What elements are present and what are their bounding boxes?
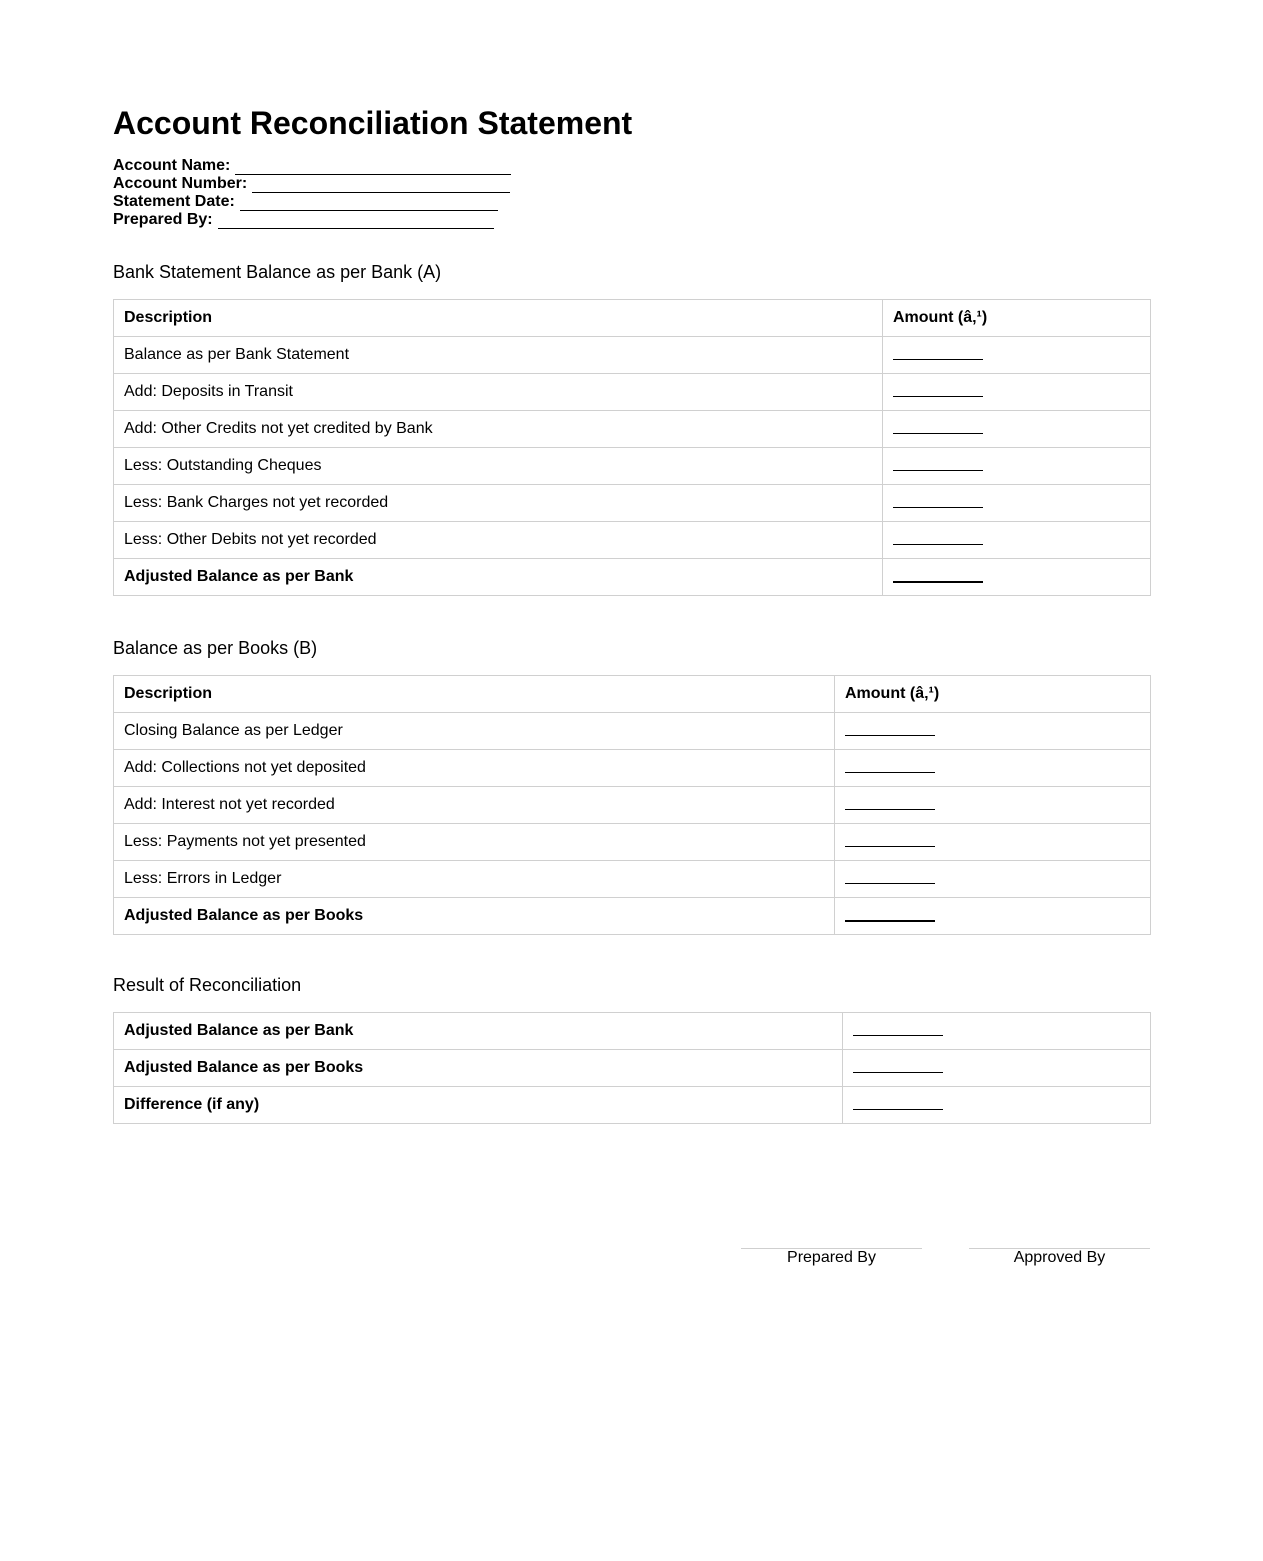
amount-blank[interactable] <box>893 571 983 583</box>
statement-date-field[interactable] <box>240 195 498 211</box>
books-section-title: Balance as per Books (B) <box>113 638 318 658</box>
row-label: Balance as per Bank Statement <box>114 337 883 374</box>
row-label: Less: Errors in Ledger <box>114 861 835 898</box>
amount-blank[interactable] <box>845 725 935 736</box>
amount-cell <box>843 1087 1151 1124</box>
amount-blank[interactable] <box>893 534 983 545</box>
table-row <box>114 1013 1151 1050</box>
bank-section-title: Bank Statement Balance as per Bank (A) <box>113 262 442 282</box>
table-row <box>114 485 1151 522</box>
amount-cell <box>883 374 1151 411</box>
prepared-by-row <box>113 211 511 229</box>
statement-date-row <box>113 193 511 211</box>
amount-cell <box>835 861 1151 898</box>
table-header-row <box>114 676 1151 713</box>
prepared-by-field[interactable] <box>218 213 494 229</box>
amount-blank[interactable] <box>845 762 935 773</box>
row-label: Less: Payments not yet presented <box>114 824 835 861</box>
amount-blank[interactable] <box>845 799 935 810</box>
amount-cell <box>883 485 1151 522</box>
table-row <box>114 750 1151 787</box>
row-label: Less: Other Debits not yet recorded <box>114 522 883 559</box>
account-name-field[interactable] <box>235 159 511 175</box>
row-label: Adjusted Balance as per Books <box>114 898 835 935</box>
row-label: Add: Other Credits not yet credited by Bank <box>114 411 883 448</box>
row-label: Less: Bank Charges not yet recorded <box>114 485 883 522</box>
table-header-row <box>114 300 1151 337</box>
amount-blank[interactable] <box>893 423 983 434</box>
amount-cell <box>835 750 1151 787</box>
account-details <box>113 157 511 229</box>
table-row <box>114 337 1151 374</box>
account-number-label: Account Number: <box>113 175 248 192</box>
amount-cell <box>843 1050 1151 1087</box>
amount-blank[interactable] <box>893 460 983 471</box>
account-name-label: Account Name: <box>113 157 231 174</box>
row-label: Adjusted Balance as per Bank <box>114 1013 843 1050</box>
row-label: Add: Collections not yet deposited <box>114 750 835 787</box>
result-section-title: Result of Reconciliation <box>113 975 302 995</box>
row-label: Closing Balance as per Ledger <box>114 713 835 750</box>
books-balance-table <box>113 675 1151 935</box>
amount-cell <box>883 522 1151 559</box>
amount-cell <box>835 824 1151 861</box>
amount-blank[interactable] <box>853 1062 943 1073</box>
row-label: Adjusted Balance as per Bank <box>114 559 883 596</box>
table-row <box>114 522 1151 559</box>
amount-cell <box>835 898 1151 935</box>
table-row <box>114 787 1151 824</box>
table-row <box>114 1087 1151 1124</box>
table-row <box>114 411 1151 448</box>
table-row <box>114 1050 1151 1087</box>
bank-balance-table <box>113 299 1151 596</box>
prepared-by-signature: Prepared By <box>741 1248 922 1267</box>
table-row-total <box>114 559 1151 596</box>
row-label: Add: Interest not yet recorded <box>114 787 835 824</box>
amount-blank[interactable] <box>845 873 935 884</box>
amount-blank[interactable] <box>893 349 983 360</box>
amount-blank[interactable] <box>845 910 935 922</box>
description-header: Description <box>114 300 883 337</box>
row-label: Adjusted Balance as per Books <box>114 1050 843 1087</box>
page-title: Account Reconciliation Statement <box>113 105 633 141</box>
description-header: Description <box>114 676 835 713</box>
table-row <box>114 824 1151 861</box>
table-row <box>114 713 1151 750</box>
amount-cell <box>843 1013 1151 1050</box>
account-name-row <box>113 157 511 175</box>
amount-cell <box>835 787 1151 824</box>
statement-date-label: Statement Date: <box>113 193 235 210</box>
amount-blank[interactable] <box>845 836 935 847</box>
prepared-by-label: Prepared By: <box>113 211 213 228</box>
table-row <box>114 374 1151 411</box>
amount-cell <box>835 713 1151 750</box>
row-label: Add: Deposits in Transit <box>114 374 883 411</box>
amount-cell <box>883 448 1151 485</box>
amount-header: Amount (â‚¹) <box>835 676 1151 713</box>
table-row <box>114 861 1151 898</box>
amount-cell <box>883 411 1151 448</box>
amount-blank[interactable] <box>893 497 983 508</box>
amount-header: Amount (â‚¹) <box>883 300 1151 337</box>
row-label: Less: Outstanding Cheques <box>114 448 883 485</box>
amount-blank[interactable] <box>893 386 983 397</box>
table-row <box>114 448 1151 485</box>
account-number-row <box>113 175 511 193</box>
approved-by-signature: Approved By <box>969 1248 1150 1267</box>
result-table <box>113 1012 1151 1124</box>
amount-blank[interactable] <box>853 1099 943 1110</box>
amount-cell <box>883 559 1151 596</box>
account-number-field[interactable] <box>252 177 510 193</box>
table-row-total <box>114 898 1151 935</box>
amount-cell <box>883 337 1151 374</box>
row-label: Difference (if any) <box>114 1087 843 1124</box>
amount-blank[interactable] <box>853 1025 943 1036</box>
